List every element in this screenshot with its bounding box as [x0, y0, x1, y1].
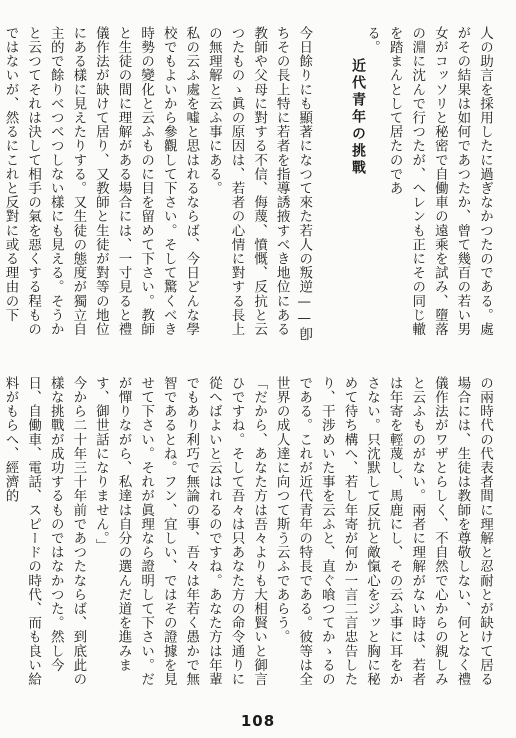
lower-paragraph-1: の兩時代の代表者間に理解と忍耐とが缺けて居る場合には、生徒は教師を尊敬しない、何となく禮儀作法がワザとらしく、不自然で心からの親しみと云ふものがない。兩者に理解がない時は、若者は年寄を輕蔑し、馬鹿にし、その云ふ事に耳をかさない。只沈默して反抗と敵愾心をジッと胸に秘めて待ち構へ、若し年寄が何か一言二言忠告したり、干涉めいた事を云ふと、直ぐ喰つてかゝるのである。これが近代青年の特長である。彼等は全世界の成人達に向つて斯う云ふであらう。	[273, 376, 493, 687]
upper-text-block	[0, 26, 496, 344]
upper-paragraph-1: 人の助言を採用したに過ぎなかつたのである。處がその結果は如何であつたか、曾て幾百の若い男女がコッソリと秘密で自働車の遠乘を試み、墮落の淵に沈んで行つたが、へレンも正にその同じ轍を踏まんとして居たのであ	[386, 26, 493, 337]
section-heading: 近代青年の挑戰	[350, 58, 366, 177]
page-number: 108	[240, 712, 276, 730]
lower-text-block	[0, 376, 496, 694]
lower-paragraph-2: 「だから、あなた方は吾々よりも大相賢いと御言ひですね。そして吾々は只あなた方の命令通りに從へばよいと云はれるのですね。あなた方は年輩でもあり利巧で無論の事、吾々は年若く愚かで無智であるとね。フン、宜しい、ではその證據を見せて下さい。それが眞理なら證明して下さい。だが憚りながら、私達は自分の選んだ道を進みます、御世話になりません。」	[92, 376, 268, 687]
upper-paragraph-3: 私の云ふ處を噓と思はれるならば、今日どんな學校でもよいから參觀して下さい。そして驚くべき時勢の變化と云ふものに目を留めて下さい。教師と生徒の間に理解がある場合には、一寸見ると禮儀作法が缺けて居り、又教師と生徒が對等の地位にある樣に見えたりする。又生徒の態度が獨立自主的で餘りべつべつしない樣にも見える。そうかと云つてそれは決して相手の氣を惡くする程ものではないが、然るにこれと反對に或る理由の下	[2, 26, 200, 337]
heading-spacer-2	[315, 26, 338, 344]
upper-paragraph-1-end: る。	[364, 26, 381, 55]
lower-paragraph-3: 今から二十年三十年前であつたならば、到底此の樣な挑戰が成功するものではなかつた。然し今日、自働車、電話、スピードの時代、而も良い給料がもらへ、經濟的	[2, 376, 87, 687]
upper-paragraph-2: 今日餘りにも顯著になつて來た若人の叛逆——卽ちその長上特に若者を指導誘掖すべき地位にある教師や父母に對する不信、侮蔑、憤慨、反抗と云つたものゝ眞の原因は、若者の心情に對する長上の無理解と云ふ事にある。	[205, 26, 313, 342]
